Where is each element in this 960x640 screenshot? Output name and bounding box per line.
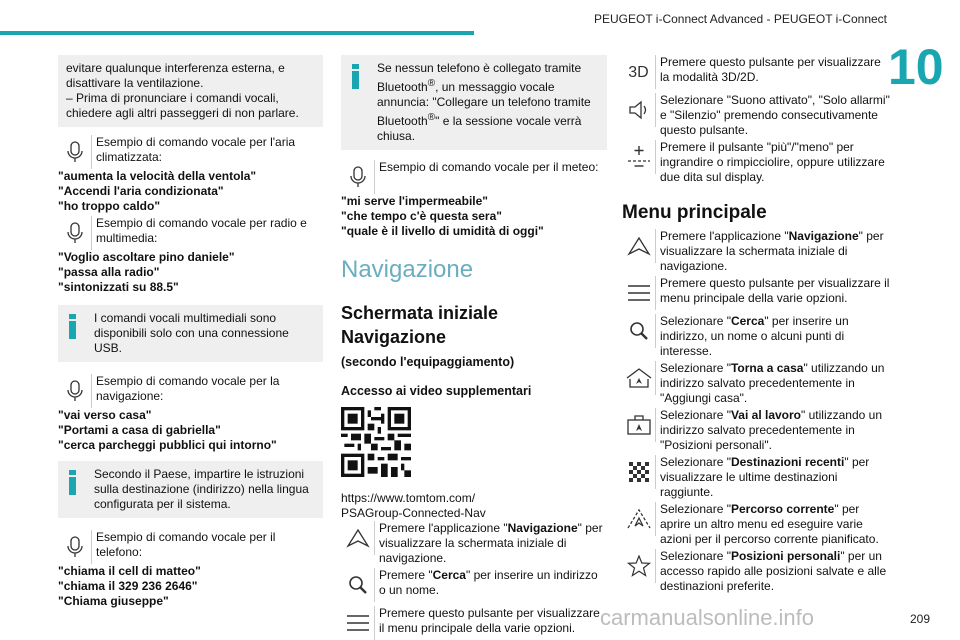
plus-minus-icon: [622, 140, 656, 174]
instruction-item: [622, 314, 890, 359]
home-screen-heading: Schermata iniziale Navigazione: [341, 303, 499, 347]
info-language-text: Secondo il Paese, impartire le istruzioni sulla destinazione (indirizzo) nella lingua configurata per il sistema.: [94, 467, 309, 511]
instruction-text: [622, 276, 890, 306]
instruction-text: [622, 314, 890, 359]
info-box-usb: [58, 305, 323, 362]
voice-example-phone: [58, 530, 323, 609]
radio-commands: "Voglio ascoltare pino daniele" "passa alla radio" "sintonizzati su 88.5": [58, 250, 235, 294]
menu-icon-graphic: [627, 284, 651, 302]
instruction-item: [622, 229, 890, 274]
instruction-item: [622, 140, 890, 185]
info-box-language: [58, 461, 323, 518]
work-icon: [622, 408, 656, 442]
bluetooth-text-2: , un messaggio vocale annuncia: "Collegare un telefono tramite Bluetooth: [377, 80, 591, 128]
tomtom-url[interactable]: https://www.tomtom.com/ PSAGroup-Connected-Nav: [341, 491, 486, 520]
info-usb-text: I comandi vocali multimediali sono disponibili solo con una connessione USB.: [94, 311, 289, 355]
instruction-text-post: " per aprire un altro menu ed eseguire varie azioni per il percorso corrente pianificato.: [660, 502, 879, 546]
home-icon: [622, 361, 656, 395]
instruction-text-post: " per visualizzare la schermata iniziale di navigazione.: [660, 229, 884, 273]
voice-example-radio: [58, 216, 323, 295]
column-left: [58, 55, 323, 611]
column-right: [622, 55, 890, 596]
instruction-text-pre: Premere l'applicazione ": [379, 521, 508, 535]
instruction-text: [622, 549, 890, 594]
watermark: carmanualsonline.info: [600, 605, 815, 630]
radio-intro: Esempio di comando vocale per radio e multimedia:: [96, 216, 307, 245]
instruction-text-bold: Destinazioni recenti: [730, 455, 845, 469]
instruction-text-pre: Premere questo pulsante per visualizzare il menu principale della varie opzioni.: [379, 606, 600, 635]
microphone-icon: [58, 374, 92, 408]
instruction-text-post: " per un accesso rapido alle posizioni salvate e alle destinazioni preferite.: [660, 549, 887, 593]
instruction-item: [622, 55, 890, 91]
instruction-text-pre: Selezionare ": [660, 502, 731, 516]
3d-icon: 3D: [622, 55, 656, 89]
instruction-item: [622, 361, 890, 406]
instruction-text-post: " utilizzando un indirizzo salvato precedentemente in "Aggiungi casa".: [660, 361, 885, 405]
home-icon-graphic: [626, 367, 652, 389]
instruction-text-post: " per visualizzare la schermata iniziale di navigazione.: [379, 521, 603, 565]
instruction-text-post: " per visualizzare le ultime destinazioni raggiunte.: [660, 455, 870, 499]
page-header-title: PEUGEOT i-Connect Advanced - PEUGEOT i-Connect: [593, 12, 887, 26]
navigation-arrow-icon: [341, 521, 375, 555]
instruction-text-bold: Cerca: [730, 314, 765, 328]
microphone-icon: [58, 530, 92, 564]
current-route-icon: [622, 502, 656, 536]
plus-minus-icon-graphic: [627, 145, 651, 169]
climate-intro: Esempio di comando vocale per l'aria climatizzata:: [96, 135, 296, 164]
instruction-item: [622, 549, 890, 594]
weather-intro: Esempio di comando vocale per il meteo:: [379, 160, 599, 174]
instruction-text-bold: Posizioni personali: [730, 549, 841, 563]
info-icon: [352, 64, 359, 89]
instruction-text-pre: Premere l'applicazione ": [660, 229, 789, 243]
instruction-text-bold: Percorso corrente: [730, 502, 835, 516]
phone-commands: "chiama il cell di matteo" "chiama il 329 236 2646" "Chiama giuseppe": [58, 564, 201, 608]
microphone-icon: [58, 216, 92, 250]
info-icon: [69, 314, 76, 339]
menu-icon: [341, 606, 375, 640]
instruction-item: [341, 606, 607, 640]
instruction-text: [622, 455, 890, 500]
instruction-text: [622, 55, 890, 85]
instruction-text: [341, 606, 607, 636]
instruction-item: [341, 521, 607, 566]
menu-icon-graphic: [346, 614, 370, 632]
info-box-bluetooth: [341, 55, 607, 150]
instruction-text-bold: Vai al lavoro: [730, 408, 802, 422]
navigation-arrow-icon: [622, 229, 656, 263]
navigation-arrow-icon-graphic: [627, 235, 651, 257]
microphone-icon: [58, 135, 92, 169]
search-icon: [341, 568, 375, 602]
navigation-intro: Esempio di comando vocale per la navigazione:: [96, 374, 280, 403]
header-accent-bar: [0, 31, 474, 35]
star-icon-graphic: [627, 555, 651, 577]
voice-example-navigation: [58, 374, 323, 453]
search-icon-graphic: [347, 574, 369, 596]
weather-commands: "mi serve l'impermeabile" "che tempo c'è questa sera" "quale è il livello di umidità di oggi": [341, 194, 544, 238]
microphone-icon: [341, 160, 375, 194]
instruction-text-bold: Navigazione: [788, 229, 859, 243]
main-menu-steps: [622, 229, 890, 594]
voice-example-weather: [341, 160, 607, 239]
instruction-text-pre: Premere il pulsante "più"/"meno" per ingrandire o rimpicciolire, oppure utilizzare due dita sul display.: [660, 140, 885, 184]
instruction-text: [341, 568, 607, 598]
instruction-text: [622, 229, 890, 274]
recent-destinations-icon-graphic: [628, 461, 650, 483]
current-route-icon-graphic: [626, 508, 652, 530]
instruction-text: [622, 361, 890, 406]
navigation-heading: Navigazione: [341, 256, 474, 283]
instruction-text-pre: Selezionare ": [660, 361, 731, 375]
chapter-number: 10: [888, 39, 944, 95]
instruction-text-bold: Torna a casa: [730, 361, 804, 375]
speaker-icon: [622, 93, 656, 127]
bluetooth-text-1: Se nessun telefono è collegato tramite Bluetooth: [377, 61, 582, 94]
instruction-text-post: " per inserire un indirizzo o un nome.: [379, 568, 598, 597]
instruction-text-pre: Premere ": [379, 568, 433, 582]
instruction-item: [622, 455, 890, 500]
instruction-text-post: " per inserire un indirizzo, un nome o alcuni punti di interesse.: [660, 314, 849, 358]
navigation-arrow-icon-graphic: [346, 527, 370, 549]
qr-code[interactable]: [341, 407, 411, 477]
instruction-text-post: " utilizzando un indirizzo salvato precedentemente in "Posizioni personali".: [660, 408, 882, 452]
instruction-text-pre: Selezionare "Suono attivato", "Solo allarmi" e "Silenzio" premendo consecutivamente questo pulsante.: [660, 93, 890, 137]
main-menu-heading: Menu principale: [622, 202, 767, 223]
instruction-text: [341, 521, 607, 566]
phone-intro: Esempio di comando vocale per il telefono:: [96, 530, 276, 559]
instruction-text: [622, 502, 890, 547]
instruction-item: [341, 568, 607, 604]
navigation-steps: [341, 521, 607, 640]
page-number: 209: [909, 612, 930, 626]
instruction-text-pre: Selezionare ": [660, 455, 731, 469]
instruction-item: [622, 93, 890, 138]
warning-box: evitare qualunque interferenza esterna, e disattivare la ventilazione. – Prima di pronunciare i comandi vocali, chiedere agli altri passeggeri di non parlare.: [58, 55, 323, 127]
video-access: Accesso ai video supplementari: [341, 384, 532, 398]
voice-example-climate: [58, 135, 323, 214]
star-icon: [622, 549, 656, 583]
instruction-item: [622, 502, 890, 547]
instruction-text: [622, 140, 890, 185]
bluetooth-text-3: " e la sessione vocale verrà chiusa.: [377, 114, 582, 143]
menu-icon: [622, 276, 656, 310]
instruction-text-bold: Cerca: [432, 568, 466, 582]
instruction-item: [622, 408, 890, 453]
work-icon-graphic: [626, 414, 652, 436]
instruction-text: [622, 93, 890, 138]
equipment-note: (secondo l'equipaggiamento): [341, 355, 515, 369]
instruction-text-pre: Premere questo pulsante per visualizzare il menu principale della varie opzioni.: [660, 276, 890, 305]
instruction-text-pre: Selezionare ": [660, 314, 731, 328]
climate-commands: "aumenta la velocità della ventola" "Accendi l'aria condizionata" "ho troppo caldo": [58, 169, 257, 213]
info-icon: [69, 470, 76, 495]
navigation-commands: "vai verso casa" "Portami a casa di gabriella" "cerca parcheggi pubblici qui intorno": [58, 408, 277, 452]
search-icon: [622, 314, 656, 348]
column-middle: [341, 55, 607, 640]
instruction-text-bold: Navigazione: [507, 521, 578, 535]
search-icon-graphic: [628, 320, 650, 342]
instruction-text-pre: Selezionare ": [660, 549, 731, 563]
registered-mark: ®: [427, 78, 436, 89]
instruction-item: [622, 276, 890, 312]
instruction-text-pre: Premere questo pulsante per visualizzare la modalità 3D/2D.: [660, 55, 881, 84]
speaker-icon-graphic: [627, 99, 651, 121]
instruction-text: [622, 408, 890, 453]
display-controls: [622, 55, 890, 185]
instruction-text-pre: Selezionare ": [660, 408, 731, 422]
registered-mark: ®: [427, 112, 436, 123]
recent-destinations-icon: [622, 455, 656, 489]
